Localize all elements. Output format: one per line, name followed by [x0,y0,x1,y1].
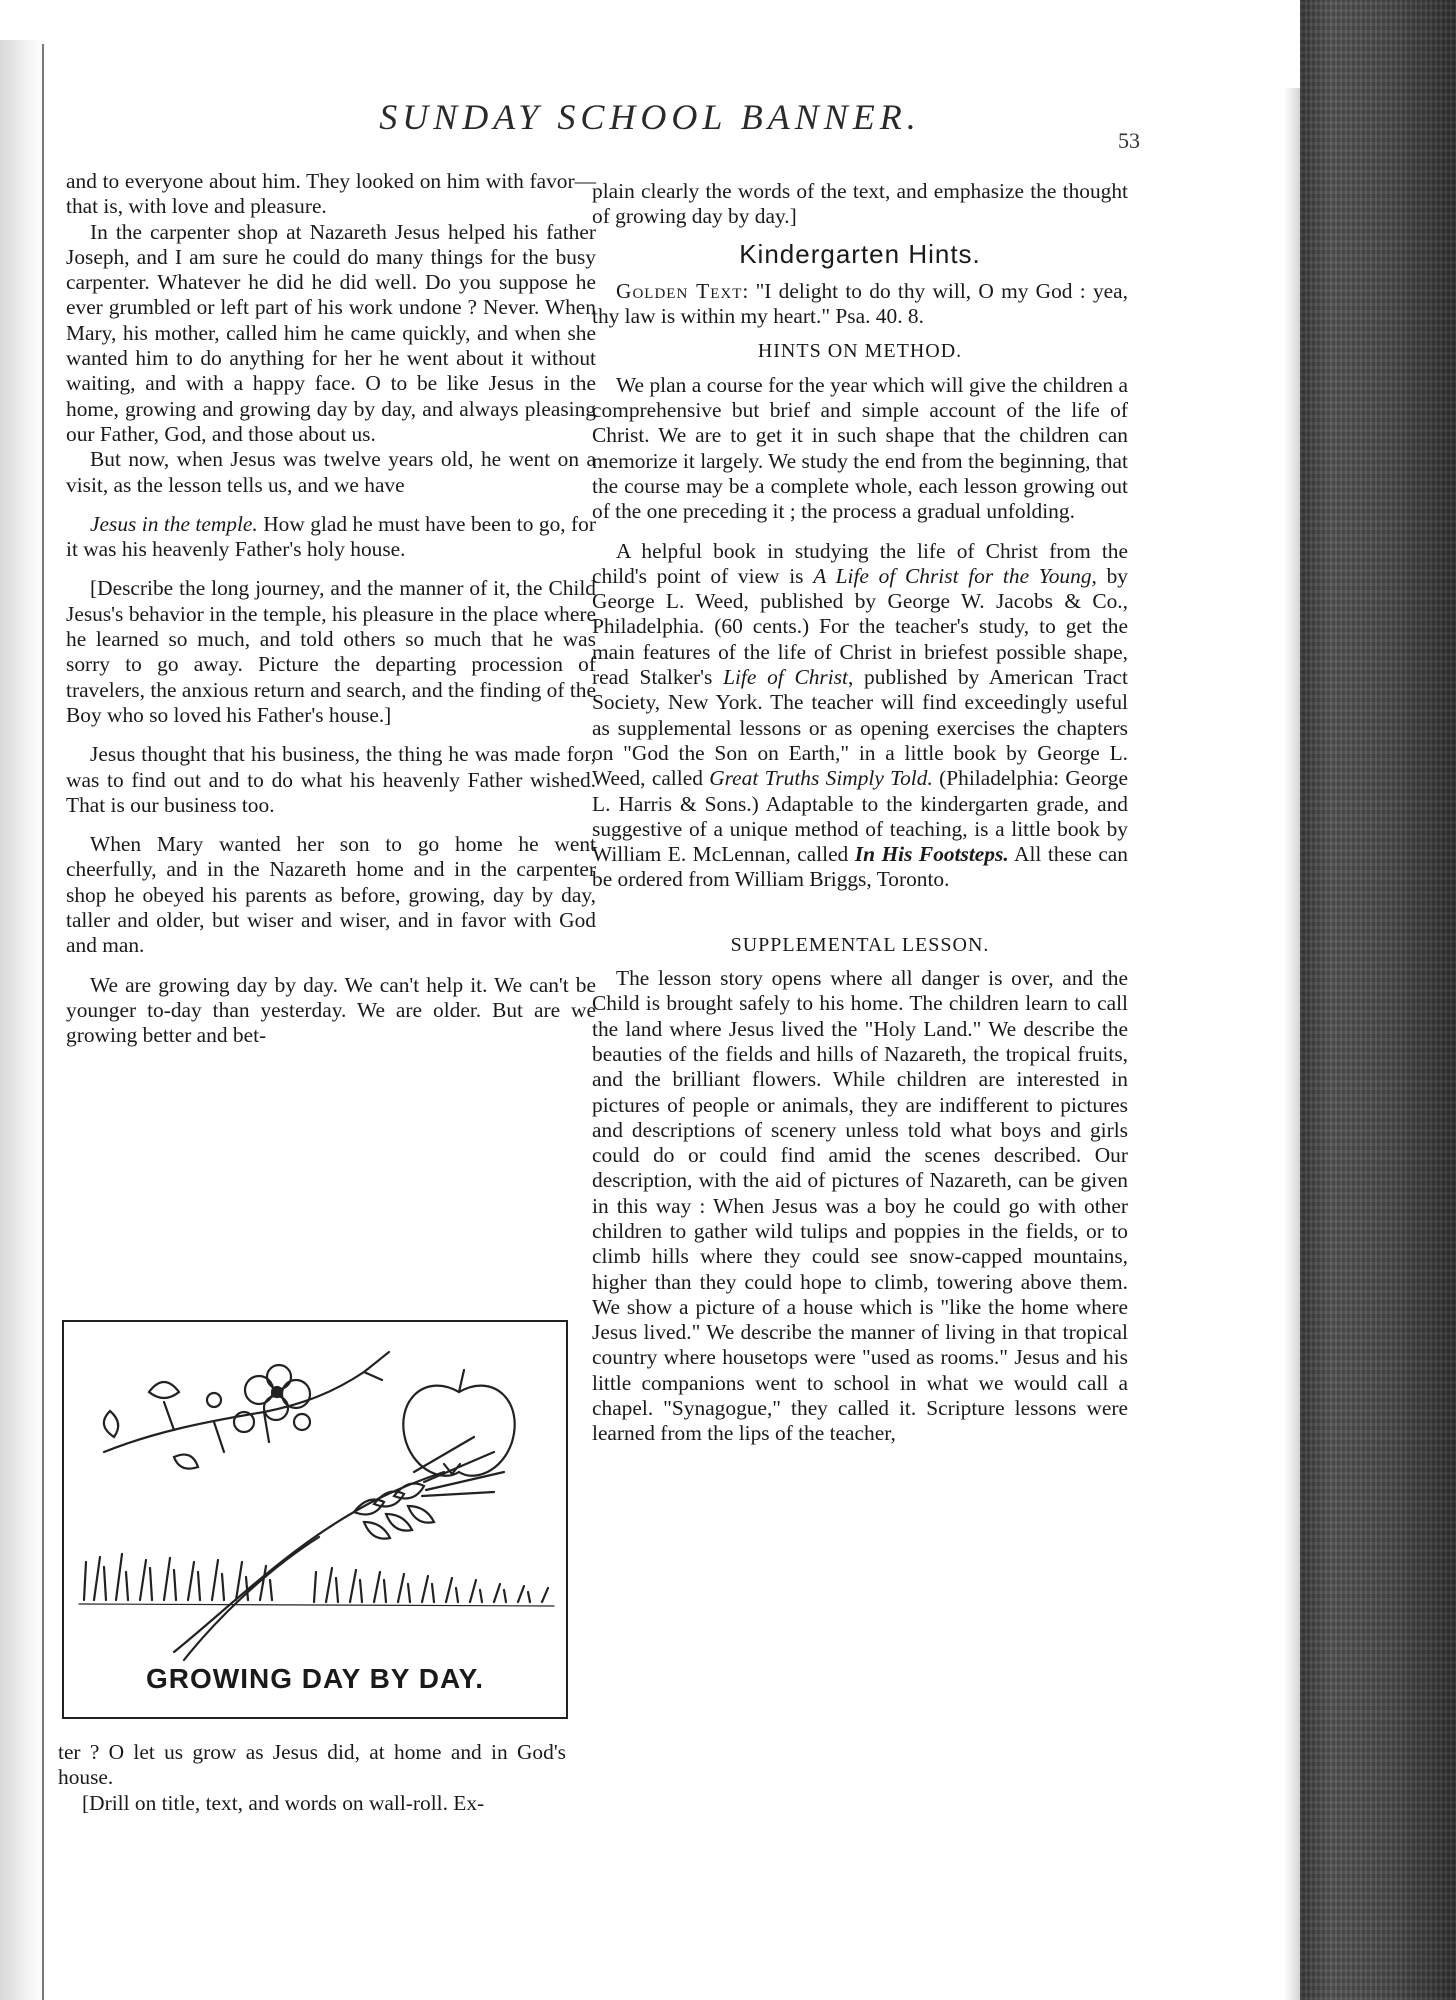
italic-phrase: Jesus in the temple. [90,511,258,536]
paragraph: Jesus thought that his business, the thing he was made for, was to find out and to do what his heavenly Father wished. That is our business too. [66,742,596,817]
book-spine [1300,0,1456,2000]
illustration-drawing [64,1322,566,1717]
page-title: SUNDAY SCHOOL BANNER. [379,97,921,137]
paragraph: But now, when Jesus was twelve years old, he went on a visit, as the lesson tells us, and we have [66,447,596,497]
branch-stem [104,1372,364,1452]
subsection-heading: HINTS ON METHOD. [757,340,963,363]
paragraph: We plan a course for the year which will give the children a comprehensive but brief and simple account of the life of Christ. We are to get it in such shape that the children can memorize it largely. We study the end from the beginning, that the course may be a complete whole, each lesson growing out of the one preceding it ; the process a gradual unfolding. [592,372,1128,524]
book-title: Life of Christ [723,665,848,690]
left-column-continued [58,1740,566,1816]
book-title: In His Footsteps. [854,842,1009,867]
left-column [66,169,596,1049]
paragraph: [Describe the long journey, and the manner of it, the Child Jesus's behavior in the temple, his pleasure in the place where he learned so much, and told others so much that he was sorry to go away. Picture the departing procession of travelers, the anxious return and search, and the finding of the Boy who so loved his Father's house.] [66,576,596,727]
scan-left-margin [0,40,46,2000]
paragraph: plain clearly the words of the text, and emphasize the thought of growing day by day.] [592,179,1128,229]
paragraph: We are growing day by day. We can't help it. We can't be younger to-day than yesterday. We are older. But are we growing better and bet- [66,972,596,1048]
section-heading: Kindergarten Hints. [739,238,981,269]
paragraph: ter ? O let us grow as Jesus did, at home and in God's house. [58,1740,566,1790]
paragraph: The lesson story opens where all danger is over, and the Child is brought safely to his home. The children learn to call the land where Jesus lived the "Holy Land." We describe the beauties of the fields and hills of Nazareth, the tropical fruits, and the brilliant flowers. While children are interested in pictures of people or animals, they are indifferent to pictures and descriptions of scenery unless told what boys and girls could do or could find amid the scenes described. Our description, with the aid of pictures of Nazareth, can be given in this way : When Jesus was a boy he could go with other children to gather wild tulips and poppies in the fields, or to climb hills where they could see snow-capped mountains, higher than they could hope to climb, towering above them. We show a picture of a house which is "like the home where Jesus lived." We describe the manner of living in that tropical country where housetops were "used as rooms." Jesus and his little companions went to school in what we would call a chapel. "Synagogue," they called it. Scripture lessons were learned from the lips of the teacher, [592,966,1128,1446]
illustration-caption: GROWING DAY BY DAY. [146,1663,484,1694]
paragraph: Jesus in the temple. How glad he must have been to go, for it was his heavenly Father's holy house. [66,511,596,562]
subsection-heading: SUPPLEMENTAL LESSON. [730,933,990,956]
paragraph: A helpful book in studying the life of Christ from the child's point of view is A Life of Christ for the Young, by George L. Weed, published by George W. Jacobs & Co., Philadelphia. (60 cents.) For the teacher's study, to get the main features of the life of Christ in briefest possible shape, read Stalker's Life of Christ, published by American Tract Society, New York. The teacher will find exceedingly useful as supplemental lessons or as opening exercises the chapters on "God the Son on Earth," in a little book by George L. Weed, called Great Truths Simply Told. (Philadelphia: George L. Harris & Sons.) Adaptable to the kindergarten grade, and suggestive of a unique method of teaching, is a little book by William E. McLennan, called In His Footsteps. All these can be ordered from William Briggs, Toronto. [592,538,1128,892]
paragraph: and to everyone about him. They looked on him with favor—that is, with love and pleasure. [66,169,596,219]
apple-drawing [403,1386,514,1476]
paragraph: When Mary wanted her son to go home he went cheerfully, and in the Nazareth home and in the carpenter shop he obeyed his parents as before, growing, day by day, taller and older, but wiser and wiser, and in favor with God and man. [66,832,596,958]
page-left-edge [42,44,44,2000]
page-number: 53 [1118,128,1140,153]
illustration [62,1320,568,1719]
book-title: Great Truths Simply Told. [709,766,933,791]
paragraph: In the carpenter shop at Nazareth Jesus helped his father Joseph, and I am sure he could do many things for the busy carpenter. Whatever he did he did well. Do you suppose he ever grumbled or left part of his work undone ? Never. When Mary, his mother, called him he came quickly, and when she wanted him to do anything for her he went about it without waiting, and with a happy face. O to be like Jesus in the home, growing and growing day by day, and always pleasing our Father, God, and those about us. [66,219,596,446]
paragraph: [Drill on title, text, and words on wall-roll. Ex- [82,1790,485,1815]
golden-text: Golden Text: "I delight to do thy will, O my God : yea, thy law is within my heart." Psa. 40. 8. [592,278,1128,329]
right-column [592,179,1128,1447]
golden-text-label: Golden Text [616,278,743,303]
book-title: A Life of Christ for the Young [813,563,1092,588]
